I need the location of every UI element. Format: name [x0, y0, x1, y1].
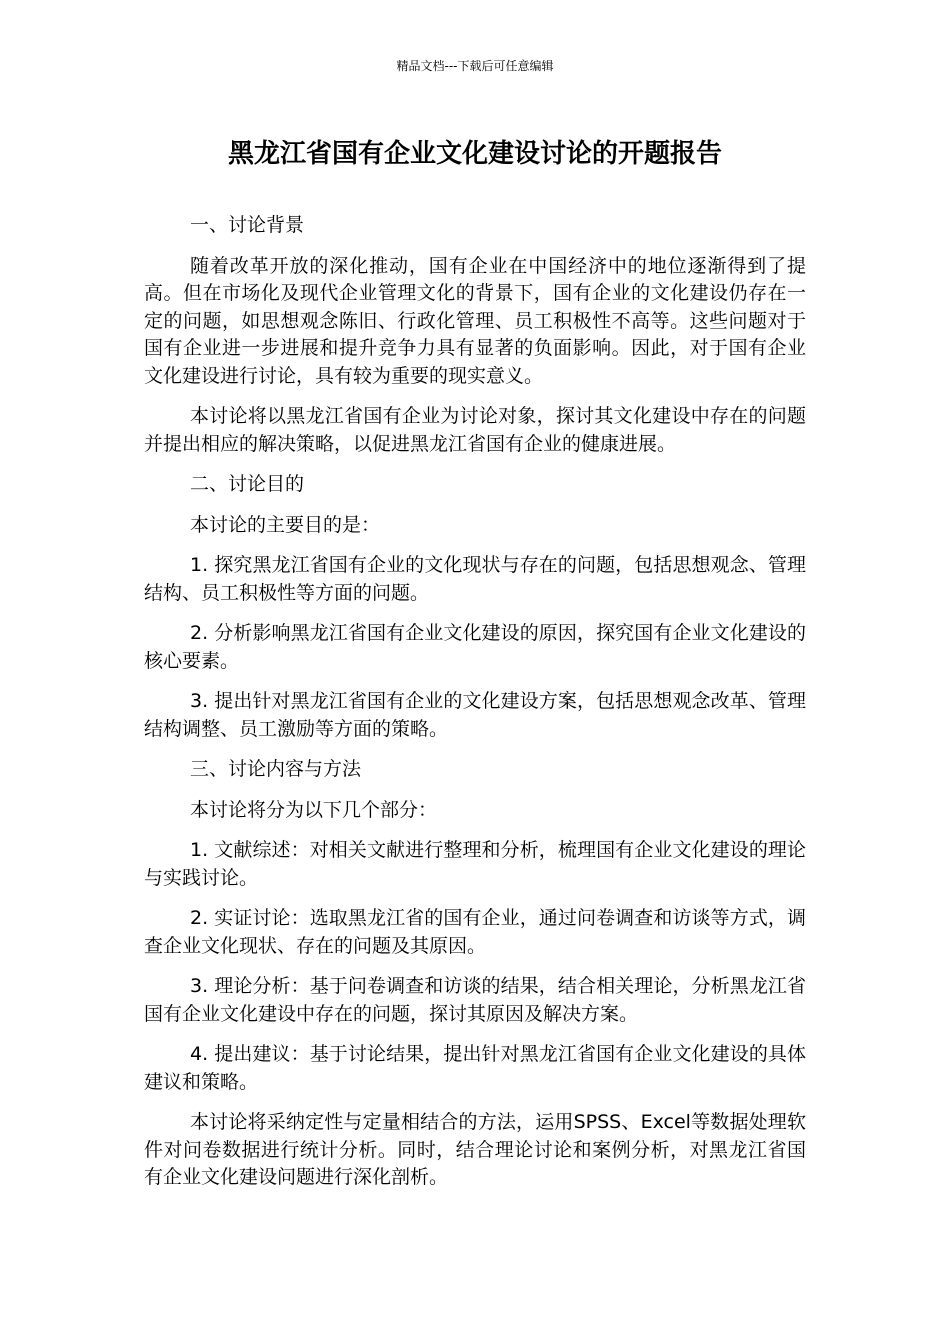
list-item-content-2: 2. 实证讨论：选取黑龙江省的国有企业，通过问卷调查和访谈等方式，调查企业文化现状、存在的问题及其原因。 — [144, 907, 806, 957]
paragraph-method: 本讨论将采纳定性与定量相结合的方法，运用SPSS、Excel等数据处理软件对问卷数据进行统计分析。同时，结合理论讨论和案例分析，对黑龙江省国有企业文化建设问题进行深化剖析。 — [144, 1111, 806, 1188]
list-item-purpose-3: 3. 提出针对黑龙江省国有企业的文化建设方案，包括思想观念改革、管理结构调整、员工激励等方面的策略。 — [144, 690, 806, 740]
list-item-content-1: 1. 文献综述：对相关文献进行整理和分析，梳理国有企业文化建设的理论与实践讨论。 — [144, 839, 806, 889]
document-body — [144, 212, 806, 1205]
list-item-purpose-1: 1. 探究黑龙江省国有企业的文化现状与存在的问题，包括思想观念、管理结构、员工积极性等方面的问题。 — [144, 554, 806, 604]
header-note: 精品文档---下载后可任意编辑 — [396, 59, 554, 73]
paragraph-purpose-intro: 本讨论的主要目的是： — [190, 513, 381, 536]
document-title: 黑龙江省国有企业文化建设讨论的开题报告 — [227, 139, 722, 169]
paragraph-content-intro: 本讨论将分为以下几个部分： — [190, 798, 438, 821]
section-heading-purpose: 二、讨论目的 — [190, 473, 305, 495]
section-heading-content-method: 三、讨论内容与方法 — [190, 758, 362, 780]
section-heading-background: 一、讨论背景 — [190, 214, 305, 236]
list-item-purpose-2: 2. 分析影响黑龙江省国有企业文化建设的原因，探究国有企业文化建设的核心要素。 — [144, 622, 806, 672]
list-item-content-3: 3. 理论分析：基于问卷调查和访谈的结果，结合相关理论，分析黑龙江省国有企业文化建设中存在的问题，探讨其原因及解决方案。 — [144, 975, 806, 1025]
paragraph-background-1: 随着改革开放的深化推动，国有企业在中国经济中的地位逐渐得到了提高。但在市场化及现代企业管理文化的背景下，国有企业的文化建设仍存在一定的问题，如思想观念陈旧、行政化管理、员工积极性不高等。这些问题对于国有企业进一步进展和提升竞争力具有显著的负面影响。因此，对于国有企业文化建设进行讨论，具有较为重要的现实意义。 — [144, 254, 806, 387]
paragraph-background-2: 本讨论将以黑龙江省国有企业为讨论对象，探讨其文化建设中存在的问题并提出相应的解决策略，以促进黑龙江省国有企业的健康进展。 — [144, 405, 806, 455]
list-item-content-4: 4. 提出建议：基于讨论结果，提出针对黑龙江省国有企业文化建设的具体建议和策略。 — [144, 1043, 806, 1093]
